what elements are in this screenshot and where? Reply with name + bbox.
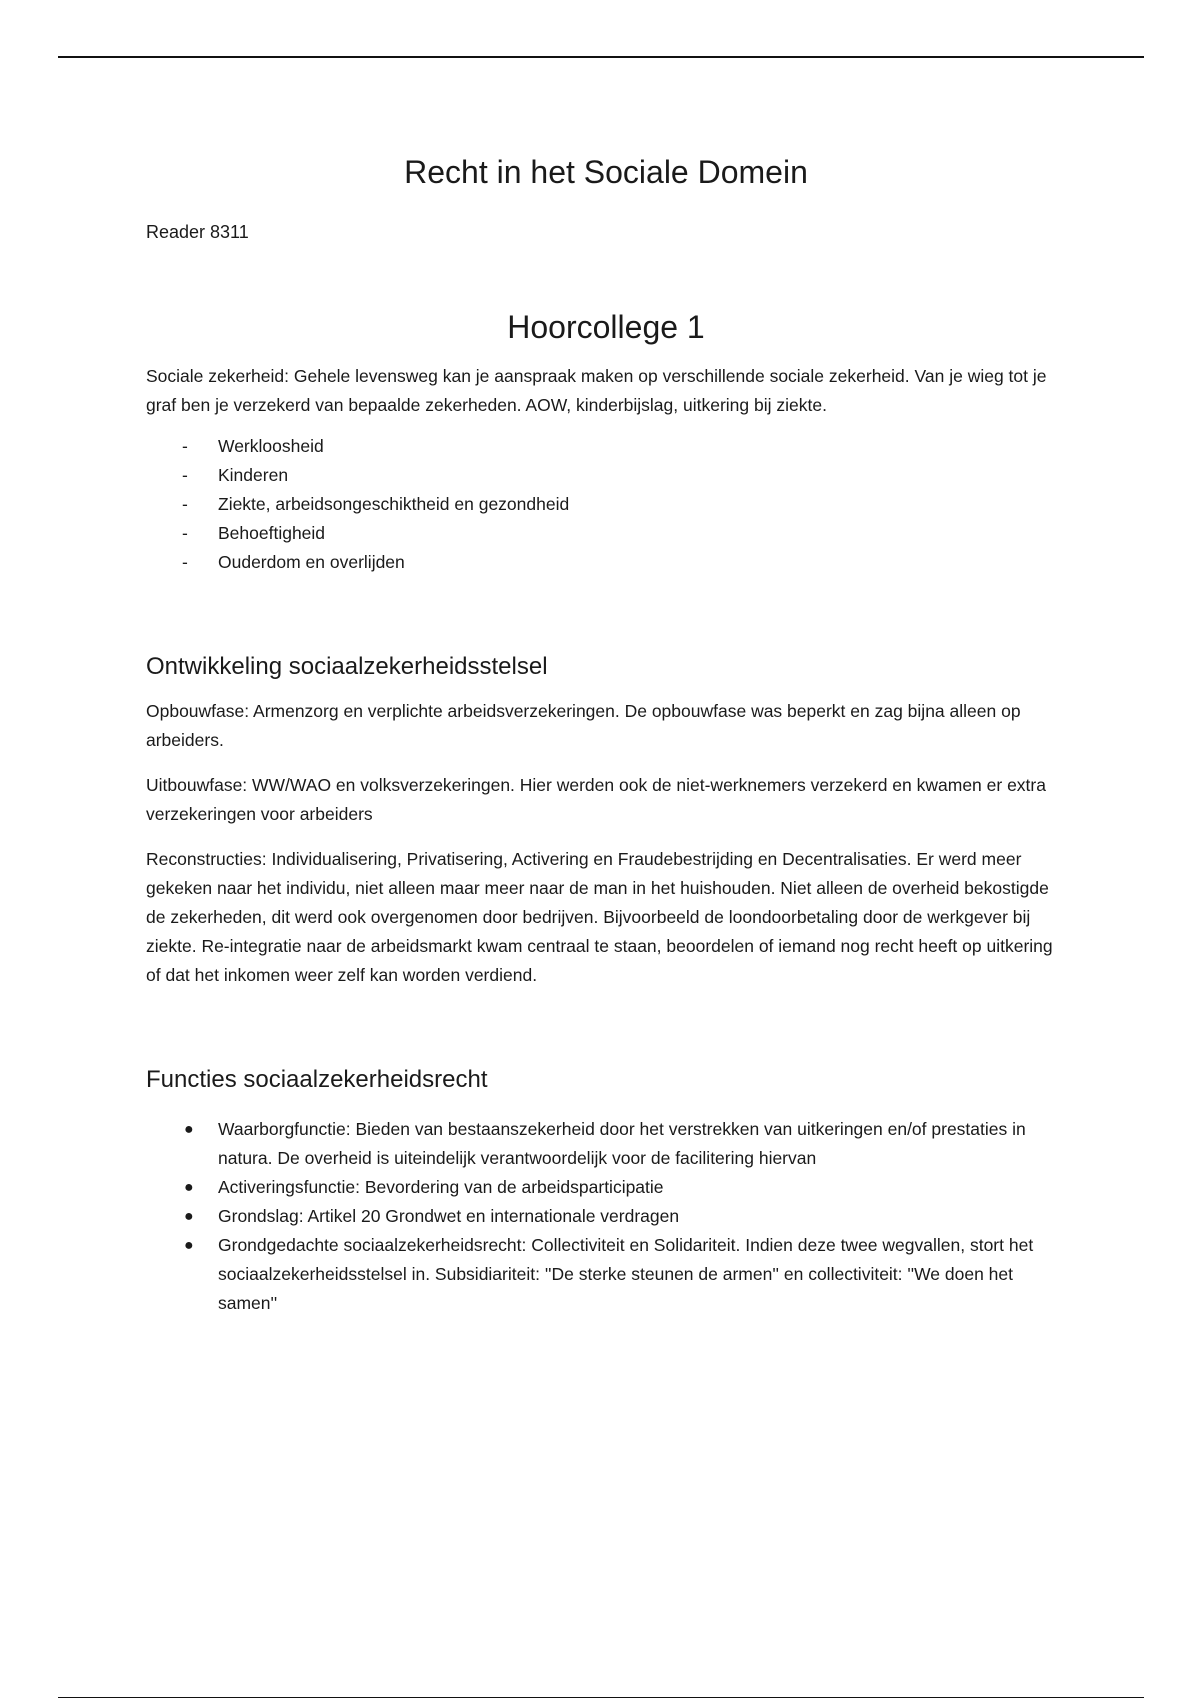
list-item — [146, 1202, 1066, 1231]
dash-marker: - — [182, 436, 188, 457]
bullet-marker: ● — [184, 1120, 194, 1138]
bullet-marker: ● — [184, 1207, 194, 1225]
header-rule — [58, 56, 1144, 58]
social-security-list — [146, 432, 1066, 577]
dash-marker: - — [182, 494, 188, 515]
list-item — [146, 1173, 1066, 1202]
list-item-text: Activeringsfunctie: Bevordering van de arbeidsparticipatie — [218, 1176, 664, 1197]
list-item — [146, 432, 1066, 461]
paragraph-opbouwfase: Opbouwfase: Armenzorg en verplichte arbeidsverzekeringen. De opbouwfase was beperkt en zag bijna alleen op arbeiders. — [146, 700, 1021, 750]
paragraph-reconstructies: Reconstructies: Individualisering, Privatisering, Activering en Fraudebestrijding en Decentralisaties. Er werd meer gekeken naar het individu, niet alleen maar meer naar de man in het huishouden. Niet alleen de overheid bekostigde de zekerheden, dit werd ook overgenomen door bedrijven. Bijvoorbeeld de loondoorbetaling door de werkgever bij ziekte. Re-integratie naar de arbeidsmarkt kwam centraal te staan, beoordelen of iemand nog recht heeft op uitkering of dat het inkomen weer zelf kan worden verdiend. — [146, 848, 1053, 985]
list-item-text: Grondslag: Artikel 20 Grondwet en internationale verdragen — [218, 1205, 680, 1226]
document-page — [146, 140, 1066, 1318]
section-heading-ontwikkeling: Ontwikkeling sociaalzekerheidsstelsel — [146, 653, 548, 681]
list-item-text: Ziekte, arbeidsongeschiktheid en gezondheid — [218, 494, 570, 515]
section-heading-functies: Functies sociaalzekerheidsrecht — [146, 1065, 488, 1093]
dash-marker: - — [182, 552, 188, 573]
intro-paragraph: Sociale zekerheid: Gehele levensweg kan je aanspraak maken op verschillende sociale zekerheid. Van je wieg tot je graf ben je verzekerd van bepaalde zekerheden. AOW, kinderbijslag, uitkering bij ziekte. — [146, 366, 1047, 416]
list-item — [146, 548, 1066, 577]
bullet-marker: ● — [184, 1236, 194, 1254]
list-item — [146, 1115, 1066, 1173]
paragraph-uitbouwfase: Uitbouwfase: WW/WAO en volksverzekeringen. Hier werden ook de niet-werknemers verzekerd en kwamen er extra verzekeringen voor arbeiders — [146, 774, 1046, 824]
reader-number: Reader 8311 — [146, 221, 249, 242]
list-item-text: Waarborgfunctie: Bieden van bestaanszekerheid door het verstrekken van uitkeringen en/of prestaties in natura. De overheid is uiteindelijk verantwoordelijk voor de facilitering hiervan — [218, 1118, 1026, 1168]
list-item — [146, 519, 1066, 548]
list-item — [146, 461, 1066, 490]
bullet-marker: ● — [184, 1178, 194, 1196]
footer-rule — [58, 1697, 1144, 1698]
list-item-text: Werkloosheid — [218, 436, 324, 457]
list-item — [146, 1231, 1066, 1318]
functions-list — [146, 1115, 1066, 1318]
dash-marker: - — [182, 465, 188, 486]
section-heading-hoorcollege: Hoorcollege 1 — [507, 308, 705, 345]
list-item — [146, 490, 1066, 519]
dash-marker: - — [182, 523, 188, 544]
list-item-text: Kinderen — [218, 465, 289, 486]
list-item-text: Grondgedachte sociaalzekerheidsrecht: Collectiviteit en Solidariteit. Indien deze twee wegvallen, stort het sociaalzekerheidsstelsel in. Subsidiariteit: ''De sterke steunen de armen'' en collectiviteit: ''We doen het samen'' — [218, 1234, 1034, 1313]
list-item-text: Behoeftigheid — [218, 523, 326, 544]
list-item-text: Ouderdom en overlijden — [218, 552, 405, 573]
document-title: Recht in het Sociale Domein — [404, 154, 808, 190]
